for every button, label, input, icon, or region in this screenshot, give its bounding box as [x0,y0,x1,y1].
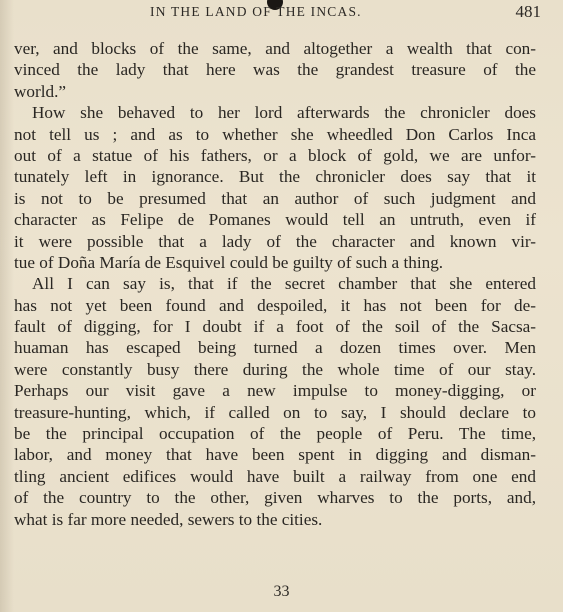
text-line: labor, and money that have been spent in digging and disman- [14,445,536,465]
text-line: it were possible that a lady of the character and known vir- [14,231,536,251]
body-text [14,38,536,530]
text-line: tunately left in ignorance. But the chronicler does say that it [14,167,536,187]
text-line: world.” [14,81,67,101]
text-line: has not yet been found and despoiled, it has not been for de- [14,295,536,315]
text-line: is not to be presumed that an author of such judgment and [14,188,536,208]
text-line: what is far more needed, sewers to the cities. [14,509,323,529]
page-number: 481 [515,2,541,21]
text-line: tling ancient edifices would have built a railway from one end [14,466,536,486]
text-line: Perhaps our visit gave a new impulse to money-digging, or [14,381,536,401]
text-line: ver, and blocks of the same, and altogether a wealth that con- [14,39,536,58]
gutter-shadow [0,0,14,612]
running-head: IN THE LAND OF THE INCAS. [150,4,362,19]
text-line: vinced the lady that here was the grandest treasure of the [14,60,536,80]
text-line: All I can say is, that if the secret chamber that she entered [32,274,536,294]
text-line: fault of digging, for I doubt if a foot of the soil of the Sacsa- [14,317,536,337]
text-line: of the country to the other, given wharves to the ports, and, [14,488,536,508]
text-line: huaman has escaped being turned a dozen times over. Men [14,338,536,358]
text-line: How she behaved to her lord afterwards the chronicler does [32,103,536,123]
text-line: were constantly busy there during the whole time of our stay. [14,359,536,379]
text-line: not tell us ; and as to whether she wheedled Don Carlos Inca [14,124,536,144]
text-line: treasure-hunting, which, if called on to say, I should declare to [14,402,536,422]
text-line: tue of Doña María de Esquivel could be guilty of such a thing. [14,252,444,272]
text-line: be the principal occupation of the people of Peru. The time, [14,424,536,444]
signature-mark: 33 [273,583,290,600]
text-line: out of a statue of his fathers, or a block of gold, we are unfor- [14,145,536,165]
text-line: character as Felipe de Pomanes would tell an untruth, even if [14,210,536,230]
